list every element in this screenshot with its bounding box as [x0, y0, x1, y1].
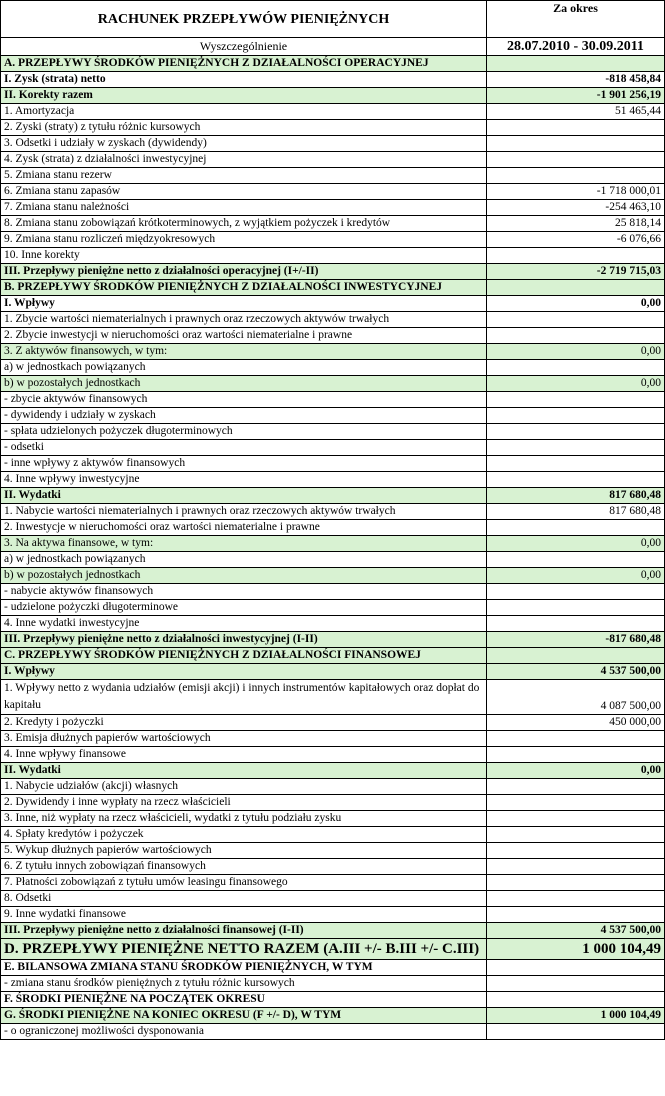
- row-value: [487, 248, 665, 264]
- row-label: 7. Płatności zobowiązań z tytułu umów leasingu finansowego: [1, 875, 487, 891]
- row-label: 8. Odsetki: [1, 891, 487, 907]
- row-label: I. Zysk (strata) netto: [1, 72, 487, 88]
- row-value: 1 000 104,49: [487, 1008, 665, 1024]
- row-label: 1. Nabycie wartości niematerialnych i prawnych oraz rzeczowych aktywów trwałych: [1, 504, 487, 520]
- statement-row: [1, 376, 665, 392]
- row-label: 9. Zmiana stanu rozliczeń międzyokresowych: [1, 232, 487, 248]
- row-value: [487, 859, 665, 875]
- row-label: b) w pozostałych jednostkach: [1, 568, 487, 584]
- row-value: 0,00: [487, 568, 665, 584]
- statement-row: [1, 232, 665, 248]
- statement-row: [1, 731, 665, 747]
- row-label: - o ograniczonej możliwości dysponowania: [1, 1024, 487, 1040]
- row-label: I. Wpływy: [1, 664, 487, 680]
- row-label: 1. Amortyzacja: [1, 104, 487, 120]
- statement-row: [1, 552, 665, 568]
- row-label: E. BILANSOWA ZMIANA STANU ŚRODKÓW PIENIĘŻNYCH, W TYM: [1, 960, 487, 976]
- table-body: [1, 1, 665, 1040]
- row-label: a) w jednostkach powiązanych: [1, 552, 487, 568]
- row-label: 2. Zbycie inwestycji w nieruchomości oraz wartości niematerialne i prawne: [1, 328, 487, 344]
- row-value: [487, 795, 665, 811]
- row-value: -6 076,66: [487, 232, 665, 248]
- statement-row: [1, 891, 665, 907]
- row-label: III. Przepływy pieniężne netto z działalności inwestycyjnej (I-II): [1, 632, 487, 648]
- row-label: 1. Zbycie wartości niematerialnych i prawnych oraz rzeczowych aktywów trwałych: [1, 312, 487, 328]
- row-value: [487, 472, 665, 488]
- row-value: [487, 976, 665, 992]
- row-value: 0,00: [487, 536, 665, 552]
- row-label: 7. Zmiana stanu należności: [1, 200, 487, 216]
- statement-row: [1, 795, 665, 811]
- statement-row: [1, 811, 665, 827]
- statement-row: [1, 504, 665, 520]
- statement-row: [1, 424, 665, 440]
- row-label: - dywidendy i udziały w zyskach: [1, 408, 487, 424]
- row-label: F. ŚRODKI PIENIĘŻNE NA POCZĄTEK OKRESU: [1, 992, 487, 1008]
- row-label: 1. Wpływy netto z wydania udziałów (emisji akcji) i innych instrumentów kapitałowych oraz dopłat do kapitału: [1, 680, 487, 715]
- statement-row: [1, 960, 665, 976]
- row-value: 0,00: [487, 376, 665, 392]
- row-value: [487, 779, 665, 795]
- row-value: [487, 648, 665, 664]
- row-label: I. Wpływy: [1, 296, 487, 312]
- row-label: D. PRZEPŁYWY PIENIĘŻNE NETTO RAZEM (A.III +/- B.III +/- C.III): [1, 939, 487, 960]
- row-value: [487, 584, 665, 600]
- statement-row: [1, 648, 665, 664]
- statement-row: [1, 104, 665, 120]
- row-label: b) w pozostałych jednostkach: [1, 376, 487, 392]
- row-value: 0,00: [487, 344, 665, 360]
- statement-row: [1, 88, 665, 104]
- statement-row: [1, 248, 665, 264]
- row-label: - zmiana stanu środków pieniężnych z tytułu różnic kursowych: [1, 976, 487, 992]
- row-value: [487, 891, 665, 907]
- row-label: 3. Emisja dłużnych papierów wartościowych: [1, 731, 487, 747]
- period-label: Za okres: [487, 1, 665, 38]
- row-label: - udzielone pożyczki długoterminowe: [1, 600, 487, 616]
- row-value: [487, 811, 665, 827]
- statement-row: [1, 763, 665, 779]
- statement-row: [1, 152, 665, 168]
- row-label: 10. Inne korekty: [1, 248, 487, 264]
- row-value: [487, 456, 665, 472]
- statement-row: [1, 827, 665, 843]
- row-label: - nabycie aktywów finansowych: [1, 584, 487, 600]
- statement-row: [1, 939, 665, 960]
- row-value: 1 000 104,49: [487, 939, 665, 960]
- row-value: [487, 1024, 665, 1040]
- row-value: 0,00: [487, 763, 665, 779]
- statement-row: [1, 976, 665, 992]
- row-label: 8. Zmiana stanu zobowiązań krótkoterminowych, z wyjątkiem pożyczek i kredytów: [1, 216, 487, 232]
- row-label: 9. Inne wydatki finansowe: [1, 907, 487, 923]
- row-label: 4. Inne wpływy finansowe: [1, 747, 487, 763]
- statement-row: [1, 923, 665, 939]
- statement-row: [1, 536, 665, 552]
- row-label: 2. Dywidendy i inne wypłaty na rzecz właścicieli: [1, 795, 487, 811]
- row-value: [487, 552, 665, 568]
- row-value: 4 537 500,00: [487, 923, 665, 939]
- statement-row: [1, 1024, 665, 1040]
- row-value: [487, 992, 665, 1008]
- row-value: -2 719 715,03: [487, 264, 665, 280]
- statement-row: [1, 136, 665, 152]
- row-value: [487, 360, 665, 376]
- statement-row: [1, 664, 665, 680]
- row-value: [487, 843, 665, 859]
- statement-row: [1, 168, 665, 184]
- statement-row: [1, 600, 665, 616]
- row-value: [487, 408, 665, 424]
- row-value: -1 901 256,19: [487, 88, 665, 104]
- statement-row: [1, 488, 665, 504]
- statement-row: [1, 680, 665, 715]
- row-label: II. Wydatki: [1, 763, 487, 779]
- row-value: [487, 520, 665, 536]
- statement-row: [1, 408, 665, 424]
- statement-row: [1, 72, 665, 88]
- row-value: [487, 392, 665, 408]
- row-label: - spłata udzielonych pożyczek długoterminowych: [1, 424, 487, 440]
- statement-row: [1, 632, 665, 648]
- row-label: 4. Spłaty kredytów i pożyczek: [1, 827, 487, 843]
- row-label: 6. Zmiana stanu zapasów: [1, 184, 487, 200]
- statement-row: [1, 328, 665, 344]
- row-value: [487, 616, 665, 632]
- row-label: 5. Wykup dłużnych papierów wartościowych: [1, 843, 487, 859]
- statement-row: [1, 472, 665, 488]
- row-value: 4 087 500,00: [487, 680, 665, 715]
- row-label: 3. Na aktywa finansowe, w tym:: [1, 536, 487, 552]
- row-value: [487, 120, 665, 136]
- row-value: [487, 731, 665, 747]
- subheader-row: [1, 38, 665, 56]
- statement-row: [1, 875, 665, 891]
- statement-row: [1, 747, 665, 763]
- row-label: - inne wpływy z aktywów finansowych: [1, 456, 487, 472]
- row-label: II. Korekty razem: [1, 88, 487, 104]
- row-value: 817 680,48: [487, 488, 665, 504]
- row-value: [487, 907, 665, 923]
- statement-row: [1, 312, 665, 328]
- row-label: 3. Inne, niż wypłaty na rzecz właścicieli, wydatki z tytułu podziału zysku: [1, 811, 487, 827]
- row-label: 2. Zyski (straty) z tytułu różnic kursowych: [1, 120, 487, 136]
- row-label: 3. Z aktywów finansowych, w tym:: [1, 344, 487, 360]
- row-value: 4 537 500,00: [487, 664, 665, 680]
- row-label: III. Przepływy pieniężne netto z działalności finansowej (I-II): [1, 923, 487, 939]
- statement-row: [1, 779, 665, 795]
- row-value: [487, 168, 665, 184]
- period-value: 28.07.2010 - 30.09.2011: [487, 38, 665, 56]
- row-label: 2. Kredyty i pożyczki: [1, 715, 487, 731]
- row-value: 0,00: [487, 296, 665, 312]
- row-value: -1 718 000,01: [487, 184, 665, 200]
- row-label: C. PRZEPŁYWY ŚRODKÓW PIENIĘŻNYCH Z DZIAŁALNOŚCI FINANSOWEJ: [1, 648, 487, 664]
- row-label: 3. Odsetki i udziały w zyskach (dywidendy): [1, 136, 487, 152]
- statement-row: [1, 56, 665, 72]
- row-label: 4. Zysk (strata) z działalności inwestycyjnej: [1, 152, 487, 168]
- row-value: 51 465,44: [487, 104, 665, 120]
- row-value: [487, 136, 665, 152]
- row-value: -817 680,48: [487, 632, 665, 648]
- row-label: G. ŚRODKI PIENIĘŻNE NA KONIEC OKRESU (F +/- D), W TYM: [1, 1008, 487, 1024]
- statement-row: [1, 1008, 665, 1024]
- row-label: II. Wydatki: [1, 488, 487, 504]
- row-value: -818 458,84: [487, 72, 665, 88]
- row-label: 1. Nabycie udziałów (akcji) własnych: [1, 779, 487, 795]
- statement-row: [1, 200, 665, 216]
- statement-row: [1, 296, 665, 312]
- row-label: III. Przepływy pieniężne netto z działalności operacyjnej (I+/-II): [1, 264, 487, 280]
- row-label: 4. Inne wydatki inwestycyjne: [1, 616, 487, 632]
- row-label: 2. Inwestycje w nieruchomości oraz wartości niematerialne i prawne: [1, 520, 487, 536]
- row-label: - odsetki: [1, 440, 487, 456]
- row-value: [487, 312, 665, 328]
- row-value: [487, 440, 665, 456]
- row-value: [487, 960, 665, 976]
- statement-row: [1, 184, 665, 200]
- statement-row: [1, 456, 665, 472]
- row-value: [487, 875, 665, 891]
- row-label: a) w jednostkach powiązanych: [1, 360, 487, 376]
- row-value: [487, 328, 665, 344]
- row-value: -254 463,10: [487, 200, 665, 216]
- row-value: [487, 280, 665, 296]
- row-label: 5. Zmiana stanu rezerw: [1, 168, 487, 184]
- statement-row: [1, 568, 665, 584]
- statement-row: [1, 859, 665, 875]
- statement-row: [1, 280, 665, 296]
- statement-row: [1, 992, 665, 1008]
- statement-row: [1, 264, 665, 280]
- statement-row: [1, 616, 665, 632]
- row-value: [487, 424, 665, 440]
- statement-row: [1, 120, 665, 136]
- statement-row: [1, 715, 665, 731]
- statement-row: [1, 344, 665, 360]
- statement-row: [1, 440, 665, 456]
- header-row: [1, 1, 665, 38]
- statement-row: [1, 392, 665, 408]
- row-value: [487, 600, 665, 616]
- row-label: 4. Inne wpływy inwestycyjne: [1, 472, 487, 488]
- row-value: [487, 56, 665, 72]
- row-label: 6. Z tytułu innych zobowiązań finansowych: [1, 859, 487, 875]
- row-value: [487, 152, 665, 168]
- row-value: 450 000,00: [487, 715, 665, 731]
- statement-row: [1, 907, 665, 923]
- row-label: A. PRZEPŁYWY ŚRODKÓW PIENIĘŻNYCH Z DZIAŁALNOŚCI OPERACYJNEJ: [1, 56, 487, 72]
- row-value: [487, 747, 665, 763]
- statement-row: [1, 360, 665, 376]
- statement-title: RACHUNEK PRZEPŁYWÓW PIENIĘŻNYCH: [1, 1, 487, 38]
- statement-row: [1, 216, 665, 232]
- row-value: 25 818,14: [487, 216, 665, 232]
- statement-row: [1, 843, 665, 859]
- statement-row: [1, 520, 665, 536]
- column-label: Wyszczególnienie: [1, 38, 487, 56]
- row-label: B. PRZEPŁYWY ŚRODKÓW PIENIĘŻNYCH Z DZIAŁALNOŚCI INWESTYCYJNEJ: [1, 280, 487, 296]
- row-value: [487, 827, 665, 843]
- row-label: - zbycie aktywów finansowych: [1, 392, 487, 408]
- row-value: 817 680,48: [487, 504, 665, 520]
- statement-row: [1, 584, 665, 600]
